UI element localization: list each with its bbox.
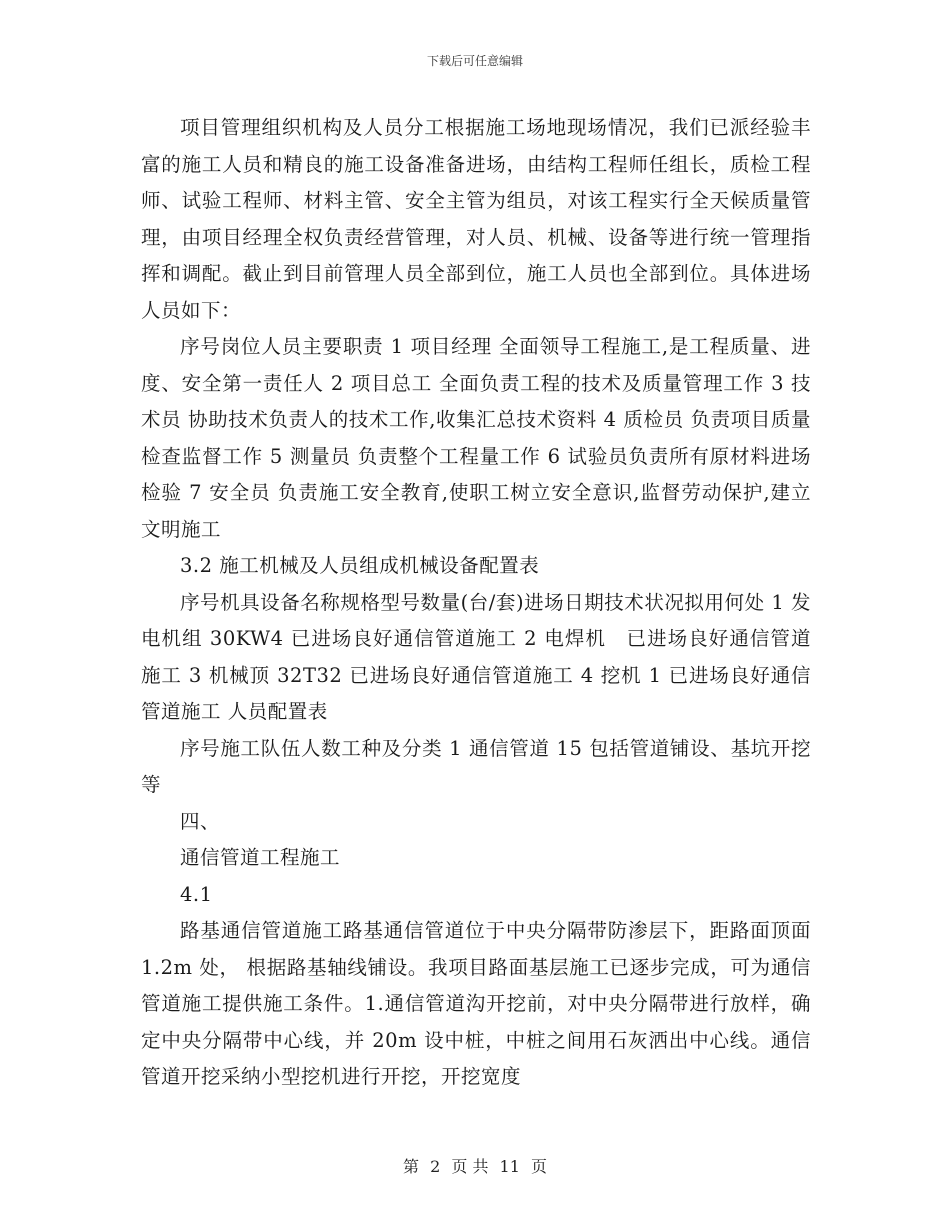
section-number-4-1: 4.1 (180, 882, 213, 906)
paragraph-personnel: 序号施工队伍人数工种及分类 1 通信管道 15 包括管道铺设、基坑开挖等 (141, 736, 811, 796)
footer-prefix: 第 (402, 1157, 419, 1176)
page-footer (0, 1154, 950, 1177)
footer-suffix: 页 (531, 1157, 548, 1176)
page-header: 下载后可任意编辑 (426, 54, 523, 68)
paragraph-staff-duties: 序号岗位人员主要职责 1 项目经理 全面领导工程施工,是工程质量、进度、安全第一责任人 2 项目总工 全面负责工程的技术及质量管理工作 3 技术员 协助技术负责人的技术工作,收集汇总技术资料 4 质检员 负责项目质量检查监督工作 5 测量员 负责整个工程量工作 6 试验员负责所有原材料进场检验 7 安全员 负责施工安全教育,使职工树立安全意识,监督劳动保护,建立文明施工 (141, 335, 811, 541)
document-body (141, 110, 811, 1096)
footer-middle: 页 共 (451, 1157, 489, 1176)
page-number: 2 (430, 1157, 441, 1176)
paragraph-organization: 项目管理组织机构及人员分工根据施工场地现场情况，我们已派经验丰富的施工人员和精良的施工设备准备进场，由结构工程师任组长，质检工程师、试验工程师、材料主管、安全主管为组员，对该工程实行全天候质量管理，由项目经理全权负责经营管理，对人员、机械、设备等进行统一管理指挥和调配。截止到目前管理人员全部到位，施工人员也全部到位。具体进场人员如下： (141, 116, 811, 322)
page-total: 11 (499, 1157, 520, 1176)
paragraph-equipment: 序号机具设备名称规格型号数量(台/套)进场日期技术状况拟用何处 1 发电机组 30KW4 已进场良好通信管道施工 2 电焊机 已进场良好通信管道施工 3 机械顶 32T32 已进场良好通信管道施工 4 挖机 1 已进场良好通信管道施工 人员配置表 (141, 590, 811, 723)
section-heading-3-2: 3.2 施工机械及人员组成机械设备配置表 (180, 554, 540, 577)
paragraph-roadbed-pipeline: 路基通信管道施工路基通信管道位于中央分隔带防渗层下，距路面顶面 1.2m 处， 根据路基轴线铺设。我项目路面基层施工已逐步完成，可为通信管道施工提供施工条件。1.通信管道沟开挖前，对中央分隔带进行放样，确定中央分隔带中心线，并 20m 设中桩，中桩之间用石灰洒出中心线。通信管道开挖采纳小型挖机进行开挖，开挖宽度 (141, 919, 811, 1088)
section-number-4: 四、 (180, 809, 221, 833)
section-title-4: 通信管道工程施工 (180, 846, 341, 869)
